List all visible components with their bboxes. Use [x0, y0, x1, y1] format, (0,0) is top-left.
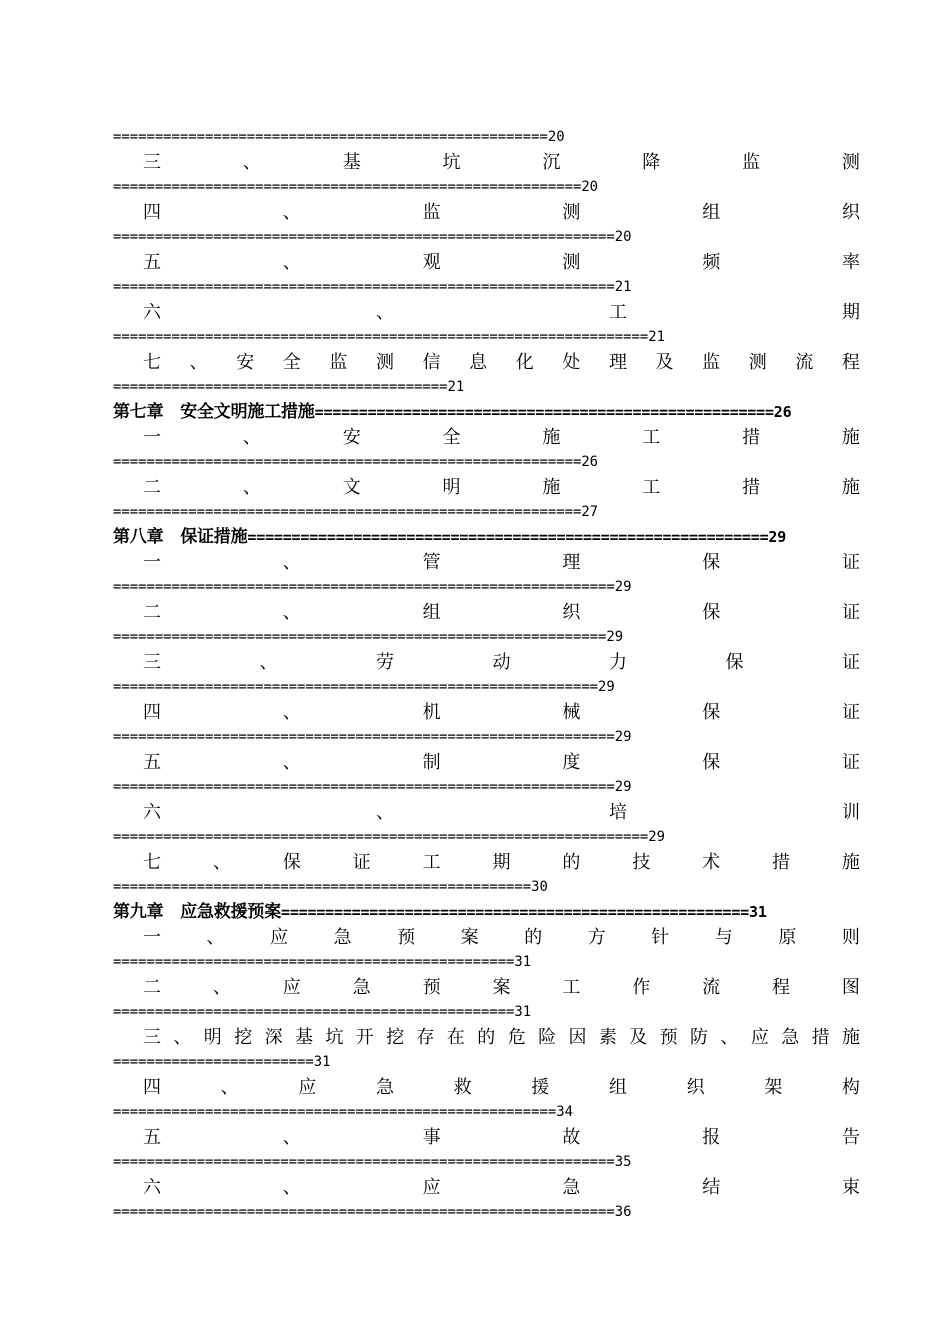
toc-entry-char: 四 — [143, 202, 161, 223]
toc-entry-char: 、 — [206, 927, 225, 948]
toc-entry-char: 结 — [702, 1177, 721, 1198]
toc-entry-char: 制 — [422, 752, 441, 773]
toc-entry-char: 告 — [841, 1127, 860, 1148]
toc-entry-char: 则 — [841, 927, 860, 948]
toc-entry-char: 急 — [333, 927, 352, 948]
toc-entry-char: 处 — [562, 352, 581, 373]
toc-entry-char: 、 — [212, 977, 231, 998]
toc-entry-char: 、 — [282, 752, 301, 773]
toc-leader-page: ============================================================20 — [113, 229, 632, 245]
toc-leader-page: ============================================================35 — [113, 1154, 632, 1170]
toc-entry-char: 措 — [742, 477, 761, 498]
toc-entry-char: 及 — [629, 1027, 648, 1048]
toc-entry-char: 劳 — [376, 652, 394, 673]
toc-entry — [113, 550, 860, 575]
toc-entry-char: 测 — [841, 152, 860, 173]
toc-leader-page: ====================================================20 — [113, 129, 565, 145]
toc-entry — [113, 1125, 860, 1150]
toc-entry-char: 坑 — [442, 152, 461, 173]
toc-entry-char: 五 — [143, 752, 161, 773]
toc-entry-char: 、 — [282, 1177, 301, 1198]
toc-entry-char: 险 — [538, 1027, 557, 1048]
toc-entry-char: 组 — [422, 602, 441, 623]
toc-entry-char: 工 — [422, 852, 441, 873]
toc-chapter-heading — [113, 900, 860, 925]
toc-entry — [113, 600, 860, 625]
table-of-contents — [113, 125, 860, 1225]
toc-entry-char: 六 — [143, 302, 161, 323]
toc-entry-char: 织 — [686, 1077, 705, 1098]
toc-entry-char: 度 — [562, 752, 581, 773]
toc-entry-char: 术 — [702, 852, 721, 873]
toc-entry-char: 、 — [173, 1027, 192, 1048]
toc-entry-char: 理 — [608, 352, 627, 373]
toc-entry-char: 、 — [282, 202, 301, 223]
toc-entry-char: 在 — [446, 1027, 465, 1048]
toc-entry-char: 织 — [841, 202, 860, 223]
toc-entry-char: 明 — [442, 477, 461, 498]
toc-leader-page: ========================================21 — [113, 379, 465, 395]
toc-entry-char: 防 — [690, 1027, 709, 1048]
toc-entry-char: 、 — [282, 1127, 301, 1148]
toc-entry-char: 挖 — [234, 1027, 253, 1048]
toc-entry-char: 三 — [143, 152, 161, 173]
toc-entry-char: 应 — [750, 1027, 769, 1048]
toc-entry-char: 、 — [282, 702, 301, 723]
toc-entry-char: 、 — [259, 652, 278, 673]
toc-entry-char: 保 — [725, 652, 744, 673]
toc-entry-char: 应 — [422, 1177, 441, 1198]
toc-entry-char: 力 — [609, 652, 627, 673]
toc-entry-char: 证 — [352, 852, 371, 873]
toc-entry-char: 三 — [143, 652, 161, 673]
toc-entry-char: 训 — [842, 802, 860, 823]
toc-leader-page: ================================================================29 — [113, 829, 665, 845]
toc-entry-char: 降 — [642, 152, 661, 173]
toc-entry-char: 动 — [492, 652, 511, 673]
toc-entry-char: 急 — [352, 977, 371, 998]
toc-entry-char: 六 — [143, 1177, 161, 1198]
toc-entry-char: 案 — [460, 927, 479, 948]
toc-entry-char: 二 — [143, 977, 161, 998]
toc-entry-char: 测 — [748, 352, 767, 373]
toc-entry-char: 施 — [542, 477, 561, 498]
toc-entry-char: 、 — [376, 302, 394, 323]
toc-entry-char: 、 — [376, 802, 394, 823]
toc-entry — [113, 650, 860, 675]
toc-entry-char: 束 — [841, 1177, 860, 1198]
toc-entry-char: 危 — [507, 1027, 526, 1048]
toc-entry-char: 安 — [342, 427, 361, 448]
toc-entry-char: 、 — [242, 477, 261, 498]
toc-entry — [113, 1075, 860, 1100]
toc-entry-char: 因 — [568, 1027, 587, 1048]
toc-entry-char: 深 — [264, 1027, 283, 1048]
toc-entry-char: 全 — [442, 427, 461, 448]
toc-entry-char: 测 — [375, 352, 394, 373]
toc-entry-char: 坑 — [325, 1027, 344, 1048]
toc-entry-char: 频 — [702, 252, 721, 273]
toc-entry-char: 素 — [598, 1027, 617, 1048]
toc-entry-char: 组 — [702, 202, 721, 223]
toc-entry-char: 、 — [282, 552, 301, 573]
toc-entry-char: 工 — [642, 477, 661, 498]
toc-entry-char: 六 — [143, 802, 161, 823]
toc-entry-char: 培 — [609, 802, 627, 823]
toc-entry-char: 五 — [143, 1127, 161, 1148]
toc-entry-char: 四 — [143, 1077, 161, 1098]
toc-entry-char: 文 — [342, 477, 361, 498]
toc-entry-char: 证 — [841, 602, 860, 623]
toc-entry-char: 措 — [742, 427, 761, 448]
toc-entry-char: 安 — [236, 352, 255, 373]
toc-entry — [113, 850, 860, 875]
toc-entry-char: 保 — [702, 752, 721, 773]
toc-entry-char: 工 — [562, 977, 581, 998]
toc-entry-char: 一 — [143, 552, 161, 573]
toc-entry-char: 信 — [422, 352, 441, 373]
toc-entry-char: 、 — [282, 602, 301, 623]
toc-entry-char: 、 — [212, 852, 231, 873]
toc-entry-char: 报 — [702, 1127, 721, 1148]
toc-entry-char: 保 — [282, 852, 301, 873]
toc-entry-char: 证 — [841, 702, 860, 723]
toc-leader-page: ================================================31 — [113, 1004, 532, 1020]
toc-entry-char: 案 — [492, 977, 511, 998]
toc-entry-char: 全 — [282, 352, 301, 373]
toc-entry-char: 、 — [189, 352, 208, 373]
toc-entry-char: 及 — [655, 352, 674, 373]
toc-entry-char: 基 — [342, 152, 361, 173]
toc-entry-char: 工 — [609, 302, 627, 323]
toc-entry-char: 七 — [143, 852, 161, 873]
toc-leader-page: ==========================================================29 — [113, 679, 615, 695]
toc-leader-page: ========================================================20 — [113, 179, 599, 195]
toc-entry — [113, 150, 860, 175]
chapter-leader-page: ====================================================26 — [314, 403, 792, 421]
toc-entry-char: 急 — [375, 1077, 394, 1098]
toc-entry-char: 组 — [608, 1077, 627, 1098]
toc-entry-char: 期 — [492, 852, 511, 873]
toc-entry-char: 程 — [841, 352, 860, 373]
toc-entry-char: 预 — [397, 927, 416, 948]
toc-entry — [113, 300, 860, 325]
toc-entry-char: 开 — [355, 1027, 374, 1048]
chapter-leader-page: ===========================================================29 — [247, 528, 787, 546]
toc-entry-char: 施 — [841, 427, 860, 448]
toc-entry-char: 械 — [562, 702, 581, 723]
toc-entry-char: 证 — [841, 552, 860, 573]
toc-chapter-heading — [113, 525, 860, 550]
toc-entry-char: 观 — [422, 252, 441, 273]
toc-entry-char: 率 — [841, 252, 860, 273]
toc-entry-char: 的 — [524, 927, 543, 948]
toc-entry-char: 措 — [811, 1027, 830, 1048]
toc-entry-char: 、 — [720, 1027, 739, 1048]
toc-entry-char: 化 — [515, 352, 534, 373]
toc-leader-page: ================================================31 — [113, 954, 532, 970]
toc-entry-char: 存 — [416, 1027, 435, 1048]
toc-entry — [113, 475, 860, 500]
toc-entry-char: 预 — [422, 977, 441, 998]
toc-entry-char: 措 — [772, 852, 791, 873]
toc-entry-char: 挖 — [386, 1027, 405, 1048]
toc-entry-char: 援 — [531, 1077, 550, 1098]
toc-entry-char: 急 — [562, 1177, 581, 1198]
toc-leader-page: ===========================================================29 — [113, 629, 624, 645]
toc-entry-char: 图 — [841, 977, 860, 998]
toc-leader-page: ========================31 — [113, 1054, 331, 1070]
toc-entry-char: 测 — [562, 202, 581, 223]
toc-entry-char: 施 — [841, 1027, 860, 1048]
toc-entry-char: 技 — [632, 852, 651, 873]
toc-entry-char: 沉 — [542, 152, 561, 173]
toc-entry-char: 一 — [143, 427, 161, 448]
toc-entry-char: 五 — [143, 252, 161, 273]
toc-entry-char: 一 — [143, 927, 161, 948]
toc-entry — [113, 350, 860, 375]
toc-entry-char: 方 — [587, 927, 606, 948]
toc-leader-page: =====================================================34 — [113, 1104, 573, 1120]
toc-entry — [113, 925, 860, 950]
toc-leader-page: ============================================================21 — [113, 279, 632, 295]
toc-entry-char: 监 — [329, 352, 348, 373]
toc-entry-char: 监 — [742, 152, 761, 173]
toc-entry-char: 监 — [422, 202, 441, 223]
toc-entry-char: 四 — [143, 702, 161, 723]
toc-leader-page: ========================================================26 — [113, 454, 599, 470]
toc-entry-char: 应 — [298, 1077, 317, 1098]
toc-entry — [113, 250, 860, 275]
toc-entry-char: 原 — [778, 927, 797, 948]
toc-entry-char: 基 — [294, 1027, 313, 1048]
toc-entry-char: 程 — [772, 977, 791, 998]
toc-chapter-heading — [113, 400, 860, 425]
toc-entry-char: 、 — [242, 427, 261, 448]
chapter-leader-page: =====================================================31 — [281, 903, 767, 921]
toc-entry — [113, 800, 860, 825]
toc-entry-char: 监 — [702, 352, 721, 373]
toc-entry-char: 、 — [242, 152, 261, 173]
toc-entry-char: 施 — [542, 427, 561, 448]
toc-entry-char: 施 — [841, 477, 860, 498]
toc-entry-char: 流 — [795, 352, 814, 373]
toc-entry — [113, 1175, 860, 1200]
toc-entry-char: 施 — [841, 852, 860, 873]
toc-entry-char: 、 — [220, 1077, 239, 1098]
toc-entry-char: 测 — [562, 252, 581, 273]
toc-entry-char: 作 — [632, 977, 651, 998]
toc-entry-char: 七 — [143, 352, 161, 373]
toc-entry-char: 二 — [143, 602, 161, 623]
toc-entry-char: 证 — [842, 652, 860, 673]
toc-entry-char: 二 — [143, 477, 161, 498]
toc-leader-page: ========================================================27 — [113, 504, 599, 520]
chapter-label: 第九章 应急救援预案 — [113, 902, 281, 922]
toc-entry-char: 保 — [702, 552, 721, 573]
toc-entry-char: 架 — [764, 1077, 783, 1098]
toc-entry — [113, 425, 860, 450]
toc-entry-char: 的 — [562, 852, 581, 873]
toc-entry-char: 明 — [203, 1027, 222, 1048]
toc-leader-page: ============================================================29 — [113, 729, 632, 745]
toc-entry — [113, 750, 860, 775]
toc-leader-page: ============================================================29 — [113, 779, 632, 795]
toc-leader-page: ============================================================36 — [113, 1204, 632, 1220]
toc-entry — [113, 200, 860, 225]
toc-entry — [113, 1025, 860, 1050]
toc-leader-page: ================================================================21 — [113, 329, 665, 345]
toc-leader-page: ============================================================29 — [113, 579, 632, 595]
toc-entry-char: 事 — [422, 1127, 441, 1148]
toc-entry — [113, 700, 860, 725]
chapter-label: 第七章 安全文明施工措施 — [113, 402, 315, 422]
toc-entry-char: 息 — [469, 352, 488, 373]
toc-entry-char: 、 — [282, 252, 301, 273]
toc-leader-page: ==================================================30 — [113, 879, 548, 895]
toc-entry-char: 的 — [477, 1027, 496, 1048]
toc-entry-char: 保 — [702, 702, 721, 723]
toc-entry-char: 应 — [282, 977, 301, 998]
toc-entry-char: 与 — [714, 927, 733, 948]
toc-entry — [113, 975, 860, 1000]
toc-entry-char: 管 — [422, 552, 441, 573]
toc-entry-char: 期 — [842, 302, 860, 323]
toc-entry-char: 急 — [781, 1027, 800, 1048]
toc-entry-char: 故 — [562, 1127, 581, 1148]
toc-entry-char: 应 — [270, 927, 289, 948]
toc-entry-char: 预 — [659, 1027, 678, 1048]
toc-entry-char: 工 — [642, 427, 661, 448]
toc-entry-char: 针 — [651, 927, 670, 948]
chapter-label: 第八章 保证措施 — [113, 527, 248, 547]
toc-entry-char: 三 — [143, 1027, 161, 1048]
toc-entry-char: 证 — [841, 752, 860, 773]
toc-entry-char: 构 — [841, 1077, 860, 1098]
toc-entry-char: 流 — [702, 977, 721, 998]
toc-entry-char: 救 — [453, 1077, 472, 1098]
toc-entry-char: 织 — [562, 602, 581, 623]
toc-entry-char: 机 — [422, 702, 441, 723]
toc-entry-char: 保 — [702, 602, 721, 623]
toc-entry-char: 理 — [562, 552, 581, 573]
